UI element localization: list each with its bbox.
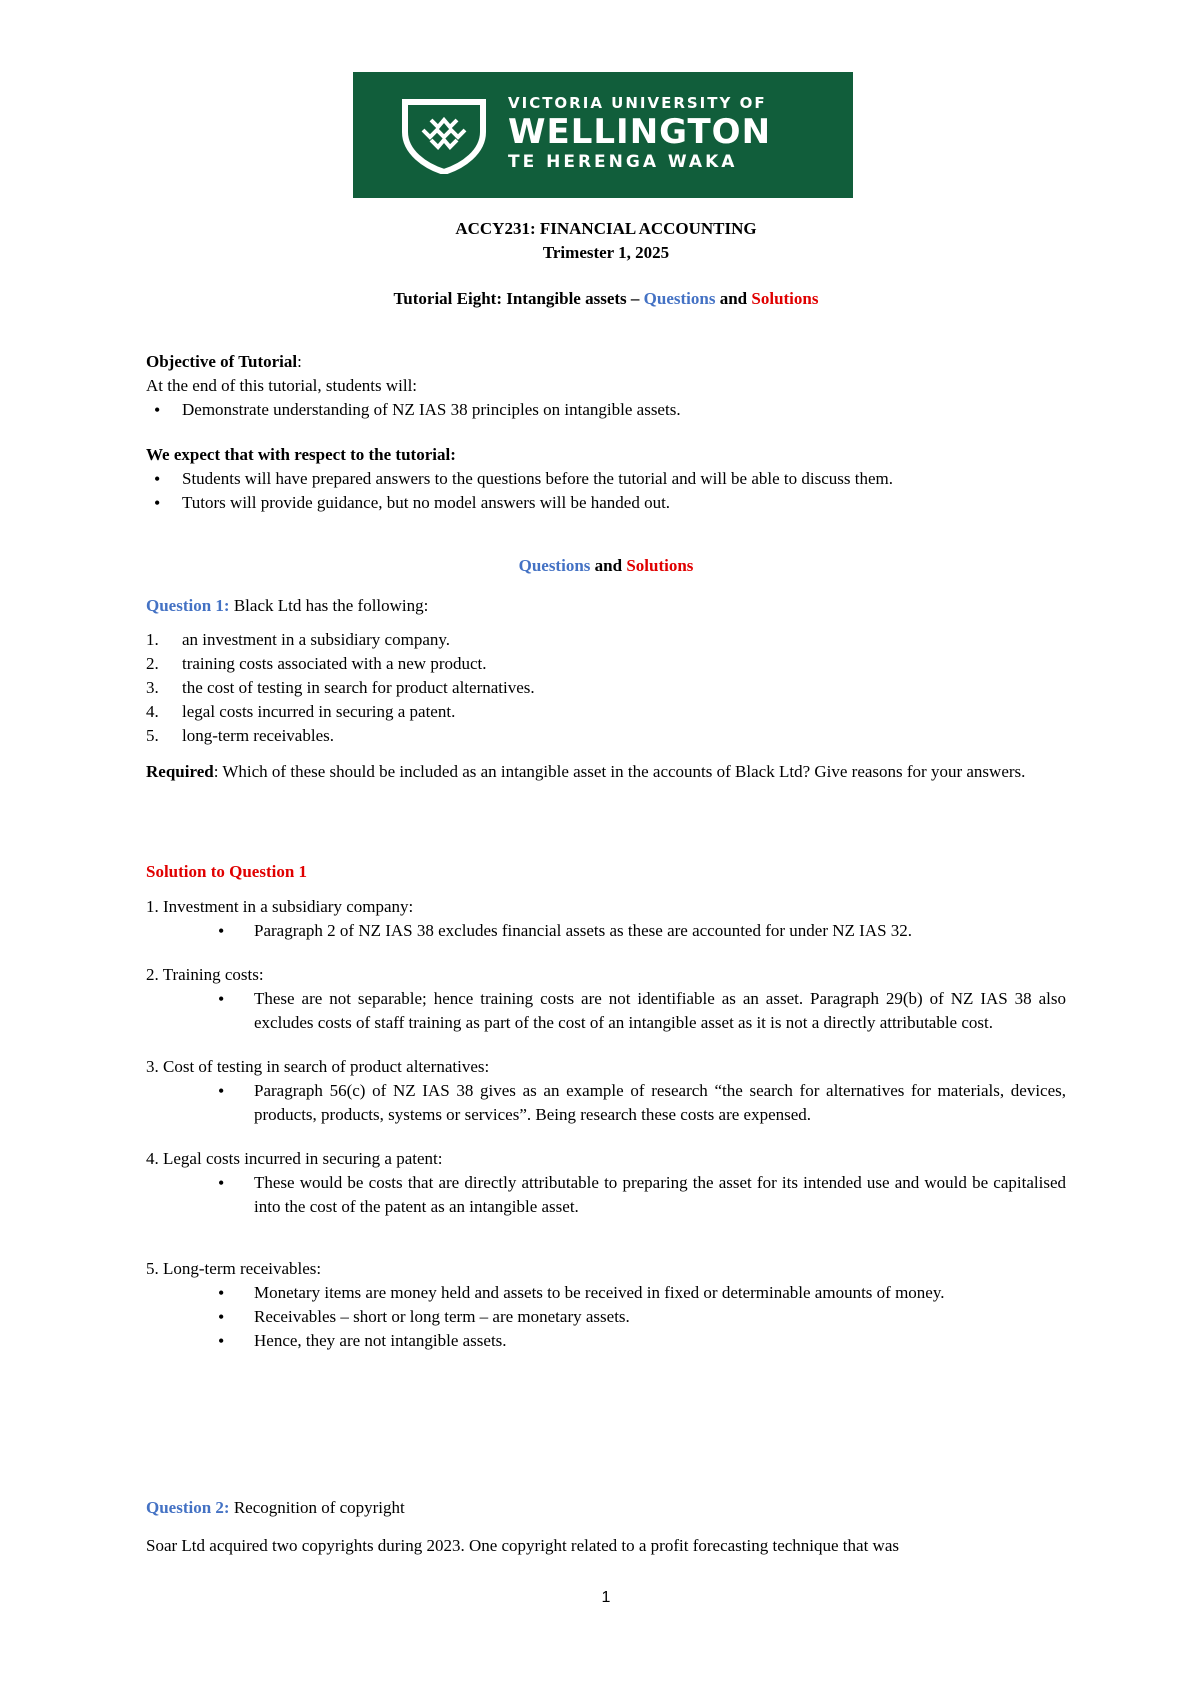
solution-part-4 <box>146 1147 1066 1219</box>
solution-part-2 <box>146 963 1066 1035</box>
expect-heading <box>146 443 1066 467</box>
question-1-intro <box>146 594 1066 618</box>
expect-section <box>146 443 1066 515</box>
trimester: Trimester 1, 2025 <box>542 243 670 262</box>
section-and-word: and <box>590 556 627 575</box>
solution-bullets <box>146 919 1066 943</box>
question-2 <box>146 1496 1066 1558</box>
course-title: ACCY231: FINANCIAL ACCOUNTING <box>455 219 757 238</box>
university-logo <box>353 72 853 198</box>
list-item: • Receivables – short or long term – are monetary assets. <box>146 1305 1066 1329</box>
solution-bullets <box>146 1171 1066 1219</box>
objective-intro: At the end of this tutorial, students will: <box>146 376 418 395</box>
solution-part-title: 3. Cost of testing in search of product alternatives: <box>146 1057 490 1076</box>
tutorial-and-word: and <box>715 289 752 308</box>
tutorial-title-prefix: Tutorial Eight: Intangible assets – <box>393 289 644 308</box>
solution-1 <box>146 860 1066 1353</box>
list-text: an investment in a subsidiary company. <box>182 630 451 649</box>
solution-bullets <box>146 1079 1066 1127</box>
section-questions-word: Questions <box>518 556 591 575</box>
logo-line-2: WELLINGTON <box>508 112 772 152</box>
section-solutions-word: Solutions <box>626 556 694 575</box>
solution-part-3 <box>146 1055 1066 1127</box>
list-number: 2. <box>146 654 159 673</box>
list-text: training costs associated with a new product. <box>182 654 487 673</box>
question-1-required <box>146 760 1066 784</box>
tutorial-questions-word: Questions <box>643 289 716 308</box>
list-item <box>146 652 1066 676</box>
solution-1-heading <box>146 860 1066 884</box>
list-item <box>146 676 1066 700</box>
list-item <box>146 628 1066 652</box>
solution-1-heading-text: Solution to Question 1 <box>146 862 308 881</box>
list-text: legal costs incurred in securing a patent. <box>182 702 456 721</box>
list-number: 3. <box>146 678 159 697</box>
list-item: • These are not separable; hence training costs are not identifiable as an asset. Paragraph 29(b) of NZ IAS 38 also excludes costs of staff training as part of the cost of an intangible asset as it is not a directly attributable cost. <box>146 987 1066 1035</box>
list-item: • Paragraph 2 of NZ IAS 38 excludes financial assets as these are accounted for under NZ IAS 32. <box>146 919 1066 943</box>
list-text: the cost of testing in search for product alternatives. <box>182 678 535 697</box>
question-1 <box>146 594 1066 784</box>
crest-icon <box>401 98 487 174</box>
objective-heading <box>146 350 1066 374</box>
list-number: 4. <box>146 702 159 721</box>
tutorial-solutions-word: Solutions <box>751 289 819 308</box>
logo-line-3: TE HERENGA WAKA <box>508 152 738 172</box>
list-item: • These would be costs that are directly attributable to preparing the asset for its intended use and would be capitalised into the cost of the patent as an intangible asset. <box>146 1171 1066 1219</box>
list-number: 5. <box>146 726 159 745</box>
question-2-body: Soar Ltd acquired two copyrights during 2023. One copyright related to a profit forecasting technique that was <box>146 1536 899 1555</box>
list-item <box>146 724 1066 748</box>
objective-heading-colon: : <box>297 352 302 371</box>
solution-bullets <box>146 987 1066 1035</box>
solution-part-1 <box>146 895 1066 943</box>
solution-part-title: 1. Investment in a subsidiary company: <box>146 897 414 916</box>
solution-part-title: 2. Training costs: <box>146 965 264 984</box>
solution-part-5 <box>146 1257 1066 1353</box>
question-1-list <box>146 628 1066 748</box>
logo-line-1: VICTORIA UNIVERSITY OF <box>508 94 767 112</box>
list-item: • Tutors will provide guidance, but no model answers will be handed out. <box>146 491 1066 515</box>
list-item <box>146 700 1066 724</box>
document-page <box>146 0 1066 1696</box>
required-text: : Which of these should be included as an intangible asset in the accounts of Black Ltd? Give reasons for your answers. <box>213 762 1026 781</box>
list-text: long-term receivables. <box>182 726 334 745</box>
expect-list <box>146 467 1066 515</box>
question-1-label: Question 1: <box>146 596 230 615</box>
list-item: • Hence, they are not intangible assets. <box>146 1329 1066 1353</box>
solution-part-title: 5. Long-term receivables: <box>146 1259 322 1278</box>
objective-section <box>146 350 1066 422</box>
logo-wordmark <box>508 94 771 172</box>
question-2-label: Question 2: <box>146 1498 230 1517</box>
objective-list <box>146 398 1066 422</box>
list-item: • Demonstrate understanding of NZ IAS 38 principles on intangible assets. <box>146 398 1066 422</box>
list-number: 1. <box>146 630 159 649</box>
list-item: • Students will have prepared answers to the questions before the tutorial and will be able to discuss them. <box>146 467 1066 491</box>
solution-part-title: 4. Legal costs incurred in securing a patent: <box>146 1149 443 1168</box>
required-label: Required <box>146 762 214 781</box>
list-item: • Paragraph 56(c) of NZ IAS 38 gives as an example of research “the search for alternatives for materials, devices, products, products, systems or services”. Being research these costs are expensed. <box>146 1079 1066 1127</box>
objective-heading-text: Objective of Tutorial <box>146 352 298 371</box>
section-heading <box>146 554 1066 578</box>
question-1-text: Black Ltd has the following: <box>229 596 429 615</box>
question-2-intro <box>146 1496 1066 1520</box>
question-2-text: Recognition of copyright <box>229 1498 405 1517</box>
solution-bullets <box>146 1281 1066 1353</box>
page-number: 1 <box>601 1589 611 1606</box>
expect-heading-text: We expect that with respect to the tutorial: <box>146 445 456 464</box>
tutorial-title <box>146 287 1066 311</box>
list-item: • Monetary items are money held and assets to be received in fixed or determinable amounts of money. <box>146 1281 1066 1305</box>
